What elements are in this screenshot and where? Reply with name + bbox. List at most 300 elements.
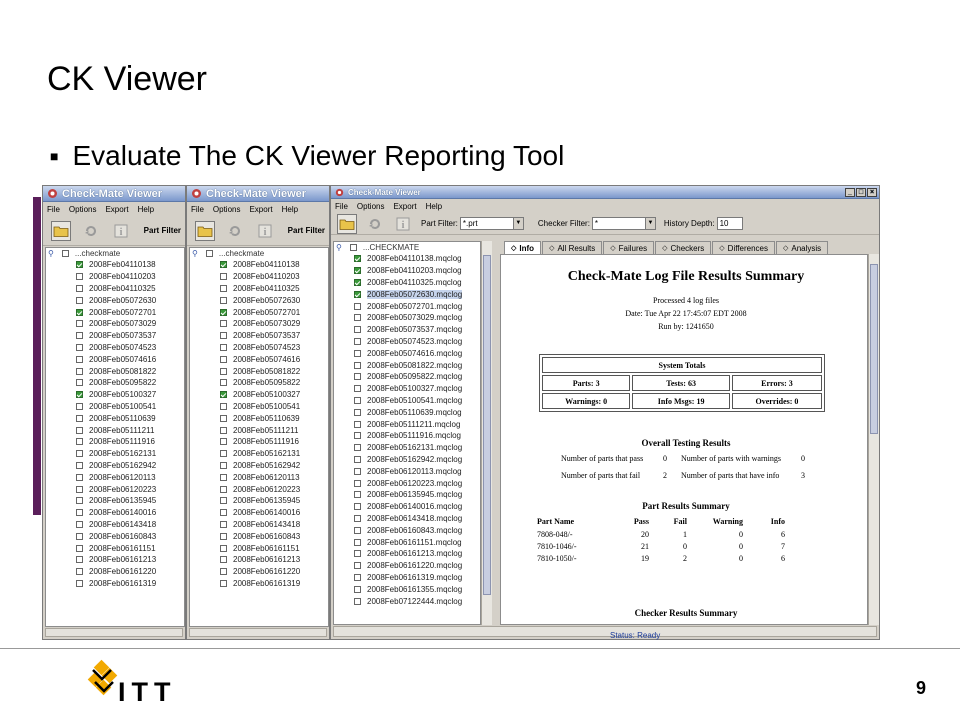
open-folder-button[interactable] — [337, 214, 357, 234]
file-checkbox[interactable] — [76, 580, 83, 587]
file-checkbox[interactable] — [220, 486, 227, 493]
file-label: 2008Feb05073537.mqclog — [367, 325, 463, 335]
file-checkbox[interactable] — [76, 309, 83, 316]
file-checkbox[interactable] — [220, 297, 227, 304]
tree-file-item[interactable] — [46, 389, 184, 401]
part-results-heading: Part Results Summary — [642, 501, 730, 511]
tree-file-item[interactable] — [46, 495, 184, 507]
tree-file-item[interactable] — [334, 336, 480, 348]
report-title: Check-Mate Log File Results Summary — [567, 269, 805, 284]
refresh-icon — [228, 224, 242, 238]
viewer-window-middle[interactable] — [186, 185, 330, 640]
tree-file-item[interactable] — [190, 554, 328, 566]
file-checkbox[interactable] — [354, 503, 361, 510]
close-button[interactable]: × — [867, 188, 877, 197]
tree-file-item[interactable] — [334, 513, 480, 525]
file-checkbox[interactable] — [220, 533, 227, 540]
warn-value: 0 — [801, 454, 805, 463]
file-checkbox[interactable] — [76, 545, 83, 552]
cell: 21 — [641, 541, 649, 551]
tree-file-item[interactable] — [190, 271, 328, 283]
file-checkbox[interactable] — [354, 491, 361, 498]
window-title-bar[interactable] — [331, 186, 879, 199]
parts-cell: Parts: 3 — [542, 375, 630, 391]
file-checkbox[interactable] — [354, 586, 361, 593]
open-folder-button[interactable] — [51, 221, 71, 241]
file-checkbox[interactable] — [354, 409, 361, 416]
file-checkbox[interactable] — [354, 267, 361, 274]
toolbar — [43, 216, 185, 246]
tree-file-item[interactable] — [190, 460, 328, 472]
file-checkbox[interactable] — [76, 509, 83, 516]
file-label: 2008Feb05073029 — [233, 319, 301, 329]
tree-file-item[interactable] — [190, 294, 328, 306]
tree-file-item[interactable] — [334, 560, 480, 572]
part-filter-select[interactable] — [460, 217, 524, 230]
tab-all-results[interactable] — [542, 241, 602, 254]
file-label: 2008Feb05074616.mqclog — [367, 348, 463, 358]
file-label: 2008Feb05072630.mqclog — [367, 289, 463, 299]
tree-file-item[interactable] — [46, 483, 184, 495]
cell: 19 — [641, 553, 649, 563]
file-checkbox[interactable] — [220, 368, 227, 375]
tree-file-item[interactable] — [190, 495, 328, 507]
tree-file-item[interactable] — [190, 283, 328, 295]
file-label: 2008Feb05072701.mqclog — [367, 301, 463, 311]
file-label: 2008Feb05162131 — [233, 449, 301, 459]
root-checkbox[interactable] — [206, 250, 213, 257]
svg-text:i: i — [263, 226, 267, 238]
window-title: Check-Mate Viewer — [62, 187, 163, 200]
tab-failures[interactable] — [603, 241, 654, 254]
tree-file-item[interactable] — [190, 353, 328, 365]
info-icon — [114, 224, 128, 238]
file-label: 2008Feb05111916 — [89, 437, 155, 447]
menu-help[interactable]: Help — [281, 204, 299, 214]
file-label: 2008Feb05073537 — [89, 331, 157, 341]
tree-file-item[interactable] — [46, 353, 184, 365]
tree-file-item[interactable] — [190, 318, 328, 330]
tree-file-item[interactable] — [190, 507, 328, 519]
file-checkbox[interactable] — [76, 568, 83, 575]
file-label: 2008Feb05162131.mqclog — [367, 443, 463, 453]
file-checkbox[interactable] — [76, 474, 83, 481]
tree-file-item[interactable] — [334, 454, 480, 466]
file-checkbox[interactable] — [76, 521, 83, 528]
file-checkbox[interactable] — [220, 497, 227, 504]
tree-file-item[interactable] — [334, 489, 480, 501]
file-checkbox[interactable] — [76, 285, 83, 292]
file-checkbox[interactable] — [76, 415, 83, 422]
tree-file-item[interactable] — [46, 271, 184, 283]
tree-file-item[interactable] — [190, 377, 328, 389]
tree-file-item[interactable] — [190, 401, 328, 413]
file-checkbox[interactable] — [354, 539, 361, 546]
menu-options[interactable]: Options — [212, 204, 241, 214]
file-checkbox[interactable] — [354, 350, 361, 357]
tree-file-item[interactable] — [190, 306, 328, 318]
file-checkbox[interactable] — [220, 403, 227, 410]
file-label: 2008Feb05111211 — [89, 425, 155, 435]
file-checkbox[interactable] — [220, 309, 227, 316]
file-checkbox[interactable] — [354, 444, 361, 451]
file-label: 2008Feb05111211 — [233, 425, 299, 435]
tree-file-item[interactable] — [334, 536, 480, 548]
tree-file-item[interactable] — [190, 471, 328, 483]
diamond-icon: ◇ — [610, 245, 616, 252]
app-icon — [191, 188, 202, 199]
info-icon — [258, 224, 272, 238]
file-checkbox[interactable] — [76, 368, 83, 375]
file-checkbox[interactable] — [220, 568, 227, 575]
tree-file-item[interactable] — [190, 566, 328, 578]
tree-file-item[interactable] — [46, 471, 184, 483]
file-tree[interactable] — [45, 247, 185, 627]
tree-file-item[interactable] — [334, 477, 480, 489]
tab-label: Checkers — [670, 243, 705, 253]
file-label: 2008Feb06120113 — [233, 472, 300, 482]
scrollbar-thumb[interactable] — [483, 255, 491, 595]
file-label: 2008Feb04110203.mqclog — [367, 266, 462, 276]
tree-root[interactable] — [46, 248, 184, 259]
tree-file-item[interactable] — [190, 483, 328, 495]
info-button[interactable] — [111, 221, 131, 241]
menu-file[interactable]: File — [191, 204, 204, 214]
tree-file-item[interactable] — [334, 277, 480, 289]
tree-file-item[interactable] — [46, 519, 184, 531]
file-label: 2008Feb05081822 — [89, 366, 157, 376]
tree-file-item[interactable] — [334, 501, 480, 513]
tree-file-item[interactable] — [190, 424, 328, 436]
tree-file-item[interactable] — [46, 318, 184, 330]
tree-file-item[interactable] — [46, 578, 184, 590]
file-label: 2008Feb05100541.mqclog — [367, 395, 463, 405]
file-checkbox[interactable] — [354, 515, 361, 522]
open-folder-button[interactable] — [195, 221, 215, 241]
file-label: 2008Feb05162131 — [89, 449, 157, 459]
tab-differences[interactable] — [712, 241, 775, 254]
file-checkbox[interactable] — [76, 403, 83, 410]
tree-file-item[interactable] — [334, 572, 480, 584]
tree-file-item[interactable] — [334, 347, 480, 359]
processed-line: Processed 4 log files — [653, 296, 719, 305]
cell: 6 — [781, 529, 785, 539]
tree-root[interactable] — [334, 242, 480, 253]
tree-file-item[interactable] — [190, 436, 328, 448]
menu-export[interactable]: Export — [393, 201, 417, 211]
tree-file-item[interactable] — [190, 578, 328, 590]
tree-file-item[interactable] — [334, 524, 480, 536]
accent-bar — [33, 197, 41, 515]
file-checkbox[interactable] — [354, 373, 361, 380]
file-label: 2008Feb05073029 — [89, 319, 157, 329]
menu-export[interactable]: Export — [105, 204, 129, 214]
refresh-button[interactable] — [225, 221, 245, 241]
file-checkbox[interactable] — [220, 273, 227, 280]
tree-file-item[interactable] — [334, 288, 480, 300]
status-bar — [45, 628, 183, 637]
file-checkbox[interactable] — [76, 332, 83, 339]
overrides-cell: Overrides: 0 — [732, 393, 822, 409]
file-label: 2008Feb05095822 — [233, 378, 301, 388]
file-checkbox[interactable] — [220, 379, 227, 386]
file-checkbox[interactable] — [354, 527, 361, 534]
tree-file-item[interactable] — [46, 342, 184, 354]
tree-file-item[interactable] — [190, 365, 328, 377]
file-checkbox[interactable] — [354, 550, 361, 557]
tree-file-item[interactable] — [334, 324, 480, 336]
tree-file-item[interactable] — [46, 365, 184, 377]
tree-file-item[interactable] — [190, 342, 328, 354]
tree-file-item[interactable] — [46, 554, 184, 566]
table-row — [537, 540, 785, 552]
menu-options[interactable]: Options — [68, 204, 97, 214]
file-checkbox[interactable] — [220, 438, 227, 445]
window-title-bar[interactable] — [187, 186, 329, 202]
history-depth-input[interactable] — [717, 217, 743, 230]
file-label: 2008Feb05100541 — [233, 401, 301, 411]
col-header: Info — [770, 517, 785, 526]
maximize-button[interactable]: □ — [856, 188, 866, 197]
tree-file-item[interactable] — [334, 406, 480, 418]
file-checkbox[interactable] — [76, 356, 83, 363]
tree-file-item[interactable] — [190, 542, 328, 554]
file-checkbox[interactable] — [354, 314, 361, 321]
cell: 0 — [683, 541, 687, 551]
file-checkbox[interactable] — [220, 556, 227, 563]
diamond-icon: ◇ — [662, 245, 668, 252]
file-checkbox[interactable] — [76, 391, 83, 398]
file-checkbox[interactable] — [76, 273, 83, 280]
checker-filter-select[interactable] — [592, 217, 656, 230]
file-checkbox[interactable] — [354, 291, 361, 298]
file-checkbox[interactable] — [354, 468, 361, 475]
tree-file-item[interactable] — [334, 430, 480, 442]
tree-file-item[interactable] — [334, 300, 480, 312]
tree-file-item[interactable] — [334, 465, 480, 477]
report-scrollbar[interactable] — [868, 254, 879, 625]
refresh-button[interactable] — [81, 221, 101, 241]
tree-file-item[interactable] — [334, 395, 480, 407]
tree-file-item[interactable] — [46, 424, 184, 436]
tree-file-item[interactable] — [46, 542, 184, 554]
tree-file-item[interactable] — [46, 306, 184, 318]
file-checkbox[interactable] — [76, 438, 83, 445]
cell: 6 — [781, 553, 785, 563]
tree-handle-icon: ⚲ — [192, 249, 198, 258]
root-checkbox[interactable] — [350, 244, 357, 251]
file-checkbox[interactable] — [354, 338, 361, 345]
file-label: 2008Feb06161151.mqclog — [367, 537, 462, 547]
table-row — [537, 552, 785, 564]
file-checkbox[interactable] — [220, 285, 227, 292]
file-label: 2008Feb05074523.mqclog — [367, 336, 463, 346]
file-checkbox[interactable] — [76, 556, 83, 563]
file-checkbox[interactable] — [220, 509, 227, 516]
file-label: 2008Feb04110138 — [89, 260, 156, 270]
tree-file-item[interactable] — [334, 595, 480, 607]
tree-file-item[interactable] — [46, 294, 184, 306]
checker-results-heading: Checker Results Summary — [634, 608, 738, 618]
tree-file-item[interactable] — [46, 330, 184, 342]
file-checkbox[interactable] — [76, 486, 83, 493]
viewer-window-left[interactable] — [42, 185, 186, 640]
file-label: 2008Feb06160843 — [233, 531, 301, 541]
viewer-window-main[interactable] — [330, 185, 880, 640]
menu-options[interactable]: Options — [356, 201, 385, 211]
tree-scrollbar[interactable] — [481, 241, 492, 625]
page-number: 9 — [915, 678, 926, 698]
file-label: 2008Feb06135945.mqclog — [367, 490, 463, 500]
file-checkbox[interactable] — [354, 255, 361, 262]
file-label: 2008Feb04110325.mqclog — [367, 277, 462, 287]
file-checkbox[interactable] — [220, 545, 227, 552]
refresh-icon — [84, 224, 98, 238]
tab-checkers[interactable] — [655, 241, 711, 254]
file-checkbox[interactable] — [354, 574, 361, 581]
menu-file[interactable]: File — [335, 201, 348, 211]
tree-file-item[interactable] — [46, 507, 184, 519]
refresh-button[interactable] — [365, 214, 385, 234]
tree-file-item[interactable] — [190, 519, 328, 531]
tree-file-item[interactable] — [334, 312, 480, 324]
file-checkbox[interactable] — [354, 598, 361, 605]
file-checkbox[interactable] — [220, 332, 227, 339]
minimize-button[interactable]: _ — [845, 188, 855, 197]
file-label: 2008Feb06161319.mqclog — [367, 572, 463, 582]
dropdown-arrow-icon: ▼ — [645, 218, 655, 229]
window-title-bar[interactable] — [43, 186, 185, 202]
file-checkbox[interactable] — [354, 326, 361, 333]
file-checkbox[interactable] — [76, 427, 83, 434]
file-checkbox[interactable] — [220, 320, 227, 327]
tree-file-item[interactable] — [46, 283, 184, 295]
file-checkbox[interactable] — [220, 344, 227, 351]
info-button[interactable] — [255, 221, 275, 241]
file-label: 2008Feb05095822.mqclog — [367, 372, 463, 382]
tab-info[interactable] — [504, 241, 541, 254]
file-checkbox[interactable] — [354, 432, 361, 439]
file-checkbox[interactable] — [76, 533, 83, 540]
file-checkbox[interactable] — [76, 344, 83, 351]
tree-file-item[interactable] — [190, 530, 328, 542]
file-checkbox[interactable] — [76, 497, 83, 504]
file-label: 2008Feb06143418 — [233, 519, 301, 529]
file-checkbox[interactable] — [76, 297, 83, 304]
file-checkbox[interactable] — [354, 480, 361, 487]
tree-file-item[interactable] — [334, 371, 480, 383]
file-checkbox[interactable] — [220, 415, 227, 422]
scrollbar-thumb[interactable] — [870, 264, 878, 434]
tree-file-item[interactable] — [190, 389, 328, 401]
tree-file-item[interactable] — [334, 583, 480, 595]
tree-file-item[interactable] — [334, 253, 480, 265]
tree-file-item[interactable] — [46, 460, 184, 472]
tree-file-item[interactable] — [46, 530, 184, 542]
tree-file-item[interactable] — [334, 359, 480, 371]
file-label: 2008Feb06161319 — [233, 578, 301, 588]
tree-root[interactable] — [190, 248, 328, 259]
info-button[interactable] — [393, 214, 413, 234]
file-label: 2008Feb06140016 — [89, 508, 157, 518]
log-file-tree[interactable] — [333, 241, 481, 625]
tree-file-item[interactable] — [334, 383, 480, 395]
file-checkbox[interactable] — [354, 362, 361, 369]
tab-label: All Results — [557, 243, 596, 253]
file-checkbox[interactable] — [354, 562, 361, 569]
file-checkbox[interactable] — [76, 379, 83, 386]
system-totals-heading: System Totals — [542, 357, 822, 373]
tree-file-item[interactable] — [334, 442, 480, 454]
tree-file-item[interactable] — [190, 448, 328, 460]
report-panel — [500, 254, 868, 625]
file-checkbox[interactable] — [76, 450, 83, 457]
tree-file-item[interactable] — [46, 259, 184, 271]
menu-export[interactable]: Export — [249, 204, 273, 214]
file-checkbox[interactable] — [220, 427, 227, 434]
file-checkbox[interactable] — [354, 456, 361, 463]
tree-file-item[interactable] — [334, 418, 480, 430]
diamond-icon: ◇ — [511, 245, 517, 252]
file-checkbox[interactable] — [354, 385, 361, 392]
file-checkbox[interactable] — [220, 450, 227, 457]
tree-file-item[interactable] — [46, 412, 184, 424]
file-checkbox[interactable] — [76, 320, 83, 327]
tree-file-item[interactable] — [46, 448, 184, 460]
file-checkbox[interactable] — [220, 580, 227, 587]
tree-file-item[interactable] — [46, 377, 184, 389]
file-checkbox[interactable] — [220, 356, 227, 363]
menu-file[interactable]: File — [47, 204, 60, 214]
file-checkbox[interactable] — [76, 261, 83, 268]
tree-file-item[interactable] — [334, 265, 480, 277]
root-checkbox[interactable] — [62, 250, 69, 257]
file-checkbox[interactable] — [354, 421, 361, 428]
file-checkbox[interactable] — [354, 303, 361, 310]
status-text: Status: Ready — [610, 631, 661, 640]
file-label: 2008Feb05074616 — [89, 354, 157, 364]
file-tree[interactable] — [189, 247, 329, 627]
tree-file-item[interactable] — [334, 548, 480, 560]
file-label: 2008Feb06161220 — [233, 567, 301, 577]
file-checkbox[interactable] — [354, 279, 361, 286]
file-checkbox[interactable] — [220, 521, 227, 528]
file-checkbox[interactable] — [220, 261, 227, 268]
svg-text:i: i — [119, 226, 123, 238]
overall-heading: Overall Testing Results — [641, 438, 731, 448]
tree-file-item[interactable] — [46, 401, 184, 413]
file-checkbox[interactable] — [76, 462, 83, 469]
window-title: Check-Mate Viewer — [206, 187, 307, 200]
file-label: 2008Feb05100327 — [233, 390, 301, 400]
tab-analysis[interactable] — [776, 241, 828, 254]
menu-help[interactable]: Help — [425, 201, 443, 211]
file-label: 2008Feb05074616 — [233, 354, 301, 364]
tree-file-item[interactable] — [190, 330, 328, 342]
file-checkbox[interactable] — [220, 474, 227, 481]
file-checkbox[interactable] — [354, 397, 361, 404]
file-checkbox[interactable] — [220, 462, 227, 469]
bullet-point — [50, 140, 564, 172]
menu-help[interactable]: Help — [137, 204, 155, 214]
tree-file-item[interactable] — [190, 259, 328, 271]
tree-root-label: ...checkmate — [218, 249, 265, 258]
tree-file-item[interactable] — [46, 566, 184, 578]
tree-file-item[interactable] — [190, 412, 328, 424]
refresh-icon — [368, 217, 382, 231]
tree-file-item[interactable] — [46, 436, 184, 448]
file-checkbox[interactable] — [220, 391, 227, 398]
